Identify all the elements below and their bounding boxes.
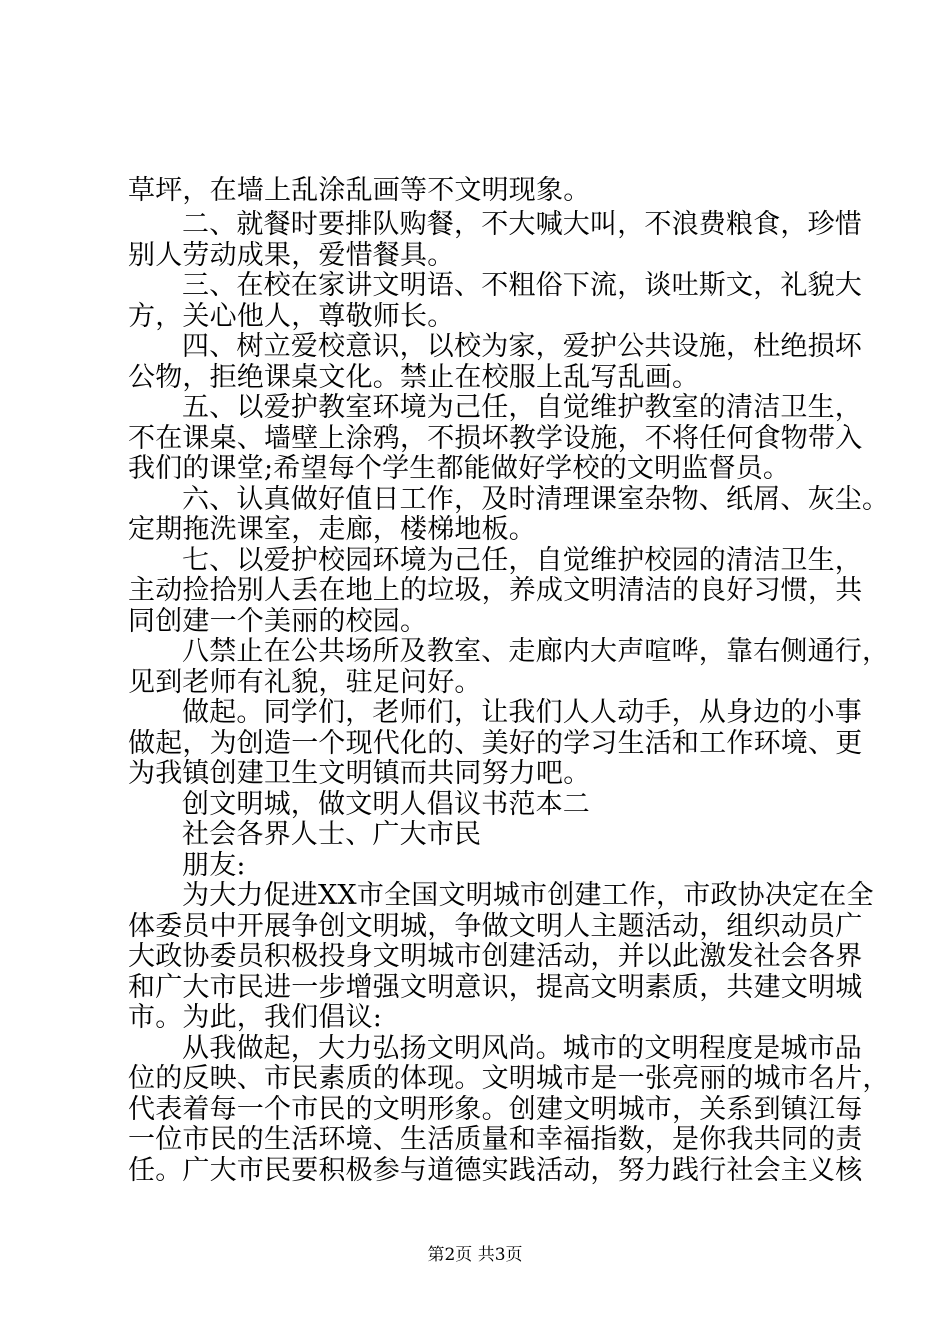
- text-line: 一位市民的生活环境、生活质量和幸福指数，是你我共同的责: [128, 1124, 863, 1155]
- text-line: 创文明城，做文明人倡议书范本二: [182, 789, 590, 820]
- text-line: 做起，为创造一个现代化的、美好的学习生活和工作环境、更: [128, 728, 863, 759]
- text-line: 朋友:: [182, 850, 246, 881]
- text-line: 主动捡拾别人丢在地上的垃圾，养成文明清洁的良好习惯，共: [128, 575, 863, 606]
- text-line: 六、认真做好值日工作，及时清理课室杂物、纸屑、灰尘。: [182, 484, 890, 515]
- text-line: 定期拖洗课室，走廊，楼梯地板。: [128, 514, 536, 545]
- text-line: 公物，拒绝课桌文化。禁止在校服上乱写乱画。: [128, 362, 700, 393]
- text-line: 草坪，在墙上乱涂乱画等不文明现象。: [128, 175, 591, 206]
- text-line: 市。为此，我们倡议:: [128, 1002, 383, 1033]
- text-line: 大政协委员积极投身文明城市创建活动，并以此激发社会各界: [128, 941, 863, 972]
- text-line: 八禁止在公共场所及教室、走廊内大声喧哗，靠右侧通行，: [182, 636, 890, 667]
- text-line: 三、在校在家讲文明语、不粗俗下流，谈吐斯文，礼貌大: [182, 270, 862, 301]
- text-line: 从我做起，大力弘扬文明风尚。城市的文明程度是城市品: [182, 1033, 862, 1064]
- text-line: 五、以爱护教室环境为己任，自觉维护教室的清洁卫生，: [182, 392, 862, 423]
- text-line: 位的反映、市民素质的体现。文明城市是一张亮丽的城市名片，: [128, 1063, 890, 1094]
- text-line: 七、以爱护校园环境为己任，自觉维护校园的清洁卫生，: [182, 545, 862, 576]
- text-line: 任。广大市民要积极参与道德实践活动，努力践行社会主义核: [128, 1155, 863, 1186]
- text-line: 别人劳动成果，爱惜餐具。: [128, 240, 455, 271]
- text-line: 为大力促进XX市全国文明城市创建工作，市政协决定在全: [182, 880, 874, 911]
- text-line: 不在课桌、墙壁上涂鸦，不损坏教学设施，不将任何食物带入: [128, 423, 863, 454]
- text-line: 做起。同学们，老师们，让我们人人动手，从身边的小事: [182, 697, 862, 728]
- text-line: 和广大市民进一步增强文明意识，提高文明素质，共建文明城: [128, 972, 863, 1003]
- text-line: 体委员中开展争创文明城，争做文明人主题活动，组织动员广: [128, 911, 863, 942]
- text-line: 见到老师有礼貌，驻足问好。: [128, 667, 482, 698]
- page-number-footer: 第2页 共3页: [427, 1245, 523, 1265]
- text-line: 同创建一个美丽的校园。: [128, 606, 428, 637]
- text-line: 方，关心他人，尊敬师长。: [128, 301, 455, 332]
- text-line: 社会各界人士、广大市民: [182, 819, 482, 850]
- text-line: 我们的课堂;希望每个学生都能做好学校的文明监督员。: [128, 453, 791, 484]
- text-line: 代表着每一个市民的文明形象。创建文明城市，关系到镇江每: [128, 1094, 863, 1125]
- text-line: 二、就餐时要排队购餐，不大喊大叫，不浪费粮食，珍惜: [182, 209, 862, 240]
- text-line: 为我镇创建卫生文明镇而共同努力吧。: [128, 758, 591, 789]
- text-line: 四、树立爱校意识，以校为家，爱护公共设施，杜绝损坏: [182, 331, 862, 362]
